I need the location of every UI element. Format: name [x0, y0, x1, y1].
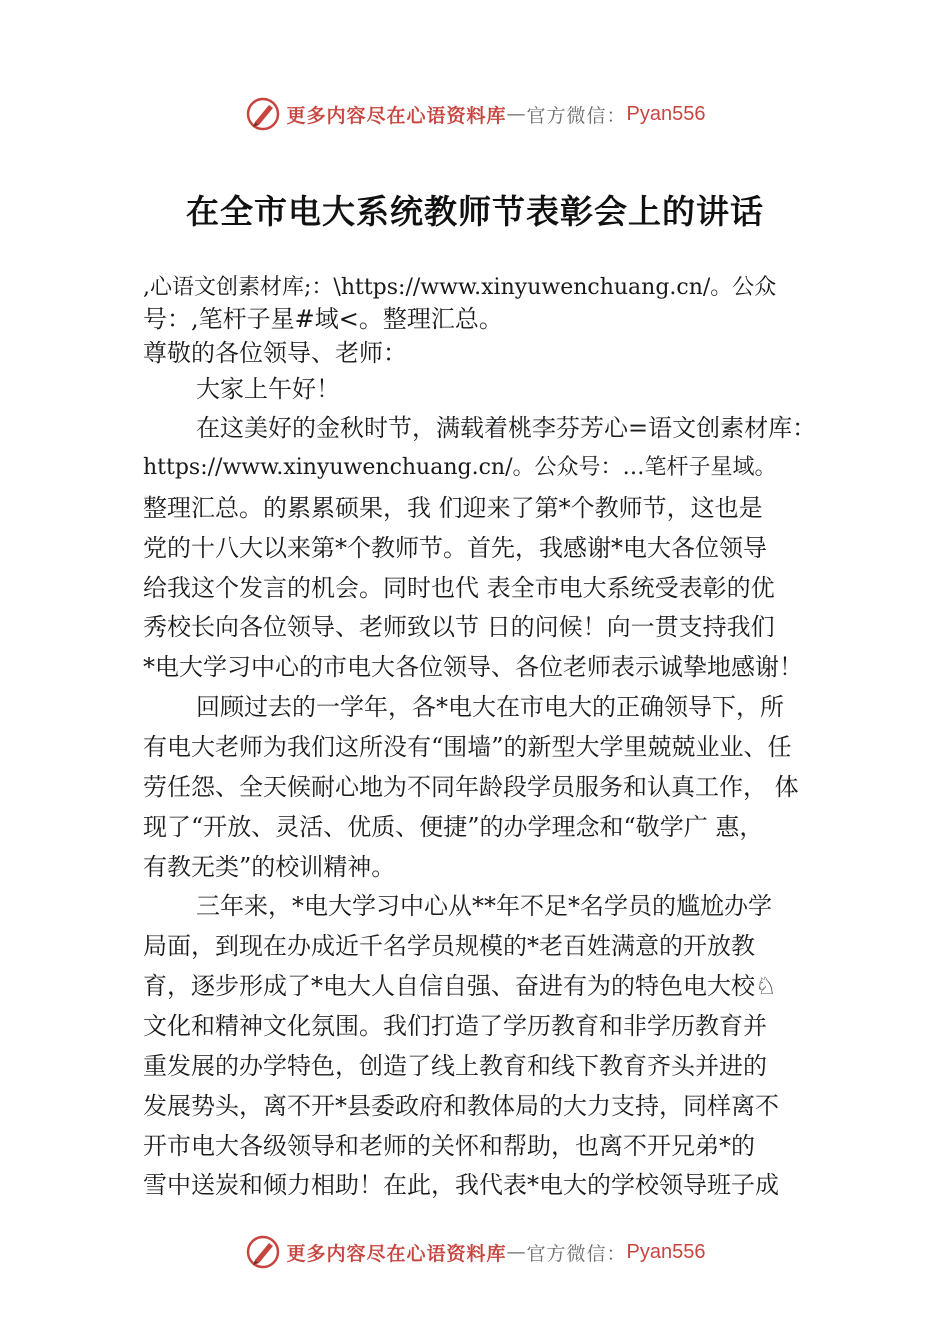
- banner-dash: —: [506, 103, 527, 125]
- body-line: 重发展的办学特色，创造了线上教育和线下教育齐头并进的: [143, 1052, 767, 1080]
- body-line: 雪中送炭和倾力相助！在此，我代表*电大的学校领导班子成: [143, 1171, 779, 1199]
- pen-logo-icon: [245, 96, 281, 132]
- body-line: 有电大老师为我们这所没有“围墙”的新型大学里兢兢业业、任: [143, 733, 792, 761]
- header-banner: [0, 94, 950, 134]
- pen-logo-icon: [245, 1234, 281, 1270]
- body-line: 现了“开放、灵活、优质、便捷”的办学理念和“敬学广 惠，: [143, 813, 764, 841]
- banner-wechat-label: 官方微信：: [526, 1242, 627, 1265]
- banner-dash: —: [506, 1241, 527, 1263]
- body-line: 局面，到现在办成近千名学员规模的*老百姓满意的开放教: [143, 932, 755, 960]
- body-line: 回顾过去的一学年，各*电大在市电大的正确领导下，所: [196, 693, 784, 721]
- body-line: 有教无类”的校训精神。: [143, 853, 396, 881]
- body-line: 党的十八大以来第*个教师节。首先，我感谢*电大各位领导: [143, 534, 767, 562]
- body-line: ,心语文创素材库;：\https://www.xinyuwenchuang.cn/。公众: [143, 275, 777, 300]
- body-line: 文化和精神文化氛围。我们打造了学历教育和非学历教育并: [143, 1012, 767, 1040]
- body-line: 劳任怨、全天候耐心地为不同年龄段学员服务和认真工作， 体: [143, 773, 799, 801]
- body-line: 开市电大各级领导和老师的关怀和帮助，也离不开兄弟*的: [143, 1132, 755, 1160]
- body-line: *电大学习中心的市电大各位领导、各位老师表示诚挚地感谢！: [143, 653, 803, 681]
- document-title: 在全市电大系统教师节表彰会上的讲话: [186, 192, 764, 231]
- banner-wechat-id: Pyan556: [626, 102, 706, 125]
- greeting-line: 尊敬的各位领导、老师：: [143, 339, 407, 367]
- footer-banner: [0, 1232, 950, 1272]
- banner-wechat-label: 官方微信：: [526, 104, 627, 127]
- body-line: 发展势头，离不开*县委政府和教体局的大力支持，同样离不: [143, 1092, 779, 1120]
- body-line: 整理汇总。的累累硕果，我 们迎来了第*个教师节，这也是: [143, 494, 763, 522]
- body-line: 三年来，*电大学习中心从**年不足*名学员的尴尬办学: [196, 892, 772, 920]
- body-line: 育，逐步形成了*电大人自信自强、奋进有为的特色电大校♘: [143, 972, 777, 1000]
- body-line: https://www.xinyuwenchuang.cn/。公众号：…笔杆子星域。: [143, 455, 777, 480]
- body-line: 给我这个发言的机会。同时也代 表全市电大系统受表彰的优: [143, 574, 775, 602]
- body-line: 在这美好的金秋时节，满载着桃李芬芳心=语文创素材库：: [196, 414, 817, 442]
- body-line: 大家上午好！: [196, 375, 340, 403]
- banner-wechat-id: Pyan556: [626, 1240, 706, 1263]
- body-line: 号：,笔杆子星#域<。整理汇总。: [143, 305, 503, 333]
- banner-library-text: 更多内容尽在心语资料库: [286, 104, 507, 127]
- body-line: 秀校长向各位领导、老师致以节 日的问候！向一贯支持我们: [143, 613, 775, 641]
- banner-library-text: 更多内容尽在心语资料库: [286, 1242, 507, 1265]
